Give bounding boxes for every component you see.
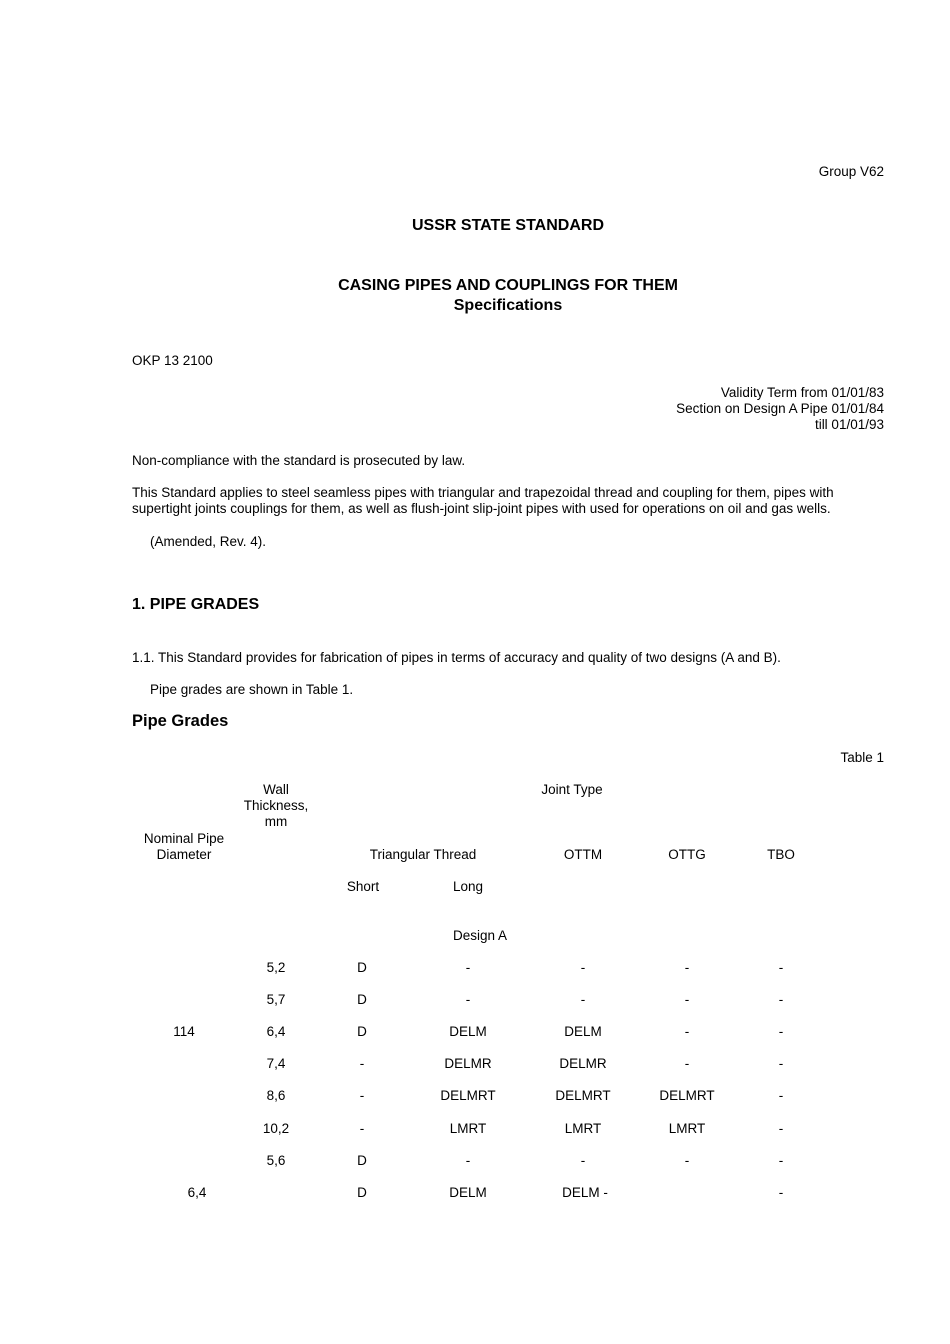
table-number: Table 1: [840, 750, 884, 765]
header-text: mm: [264, 814, 288, 829]
header-triangular-thread: Triangular Thread: [369, 847, 477, 862]
cell-wall: 10,2: [262, 1121, 290, 1136]
cell-tbo: -: [778, 992, 784, 1007]
paragraph-1-1-continuation: Pipe grades are shown in Table 1.: [150, 682, 354, 697]
cell-wall: 8,6: [266, 1088, 286, 1103]
noncompliance-note: Non-compliance with the standard is prosecuted by law.: [132, 453, 466, 468]
cell-tbo: -: [778, 1185, 784, 1200]
cell-short: D: [357, 992, 367, 1007]
cell-tbo: -: [778, 1121, 784, 1136]
cell-short: D: [357, 1185, 367, 1200]
cell-long: DELM: [449, 1024, 487, 1039]
header-ottm: OTTM: [563, 847, 603, 862]
header-nominal-diameter: [124, 831, 244, 863]
cell-wall: 5,7: [266, 992, 286, 1007]
header-joint-type: Joint Type: [541, 782, 603, 797]
cell-ottg: DELMRT: [659, 1088, 715, 1103]
validity-line: Validity Term from 01/01/83: [720, 385, 884, 400]
amendment-note: (Amended, Rev. 4).: [150, 534, 267, 549]
cell-ottg: -: [684, 1056, 690, 1071]
validity-line: till 01/01/93: [814, 417, 884, 432]
subtitle-line: Specifications: [453, 297, 563, 314]
cell-ottm: DELM: [564, 1024, 602, 1039]
cell-short: D: [357, 1153, 367, 1168]
scope-paragraph: This Standard applies to steel seamless pipes with triangular and trapezoidal thread and coupling for them, pipes with supertight joints couplings for them, as well as flush-joint slip-joint pipes with used for operations on oil and gas wells.: [132, 485, 834, 516]
cell-long: -: [465, 992, 471, 1007]
header-text: Diameter: [156, 847, 212, 862]
cell-long: DELMRT: [440, 1088, 496, 1103]
cell-tbo: -: [778, 1056, 784, 1071]
header-wall-thickness: [226, 782, 326, 830]
cell-long: -: [465, 1153, 471, 1168]
cell-ottm: DELM -: [562, 1185, 608, 1200]
cell-long: DELM: [449, 1185, 487, 1200]
cell-diameter: 6,4: [187, 1185, 207, 1200]
cell-wall: 6,4: [266, 1024, 286, 1039]
validity-block: [676, 385, 884, 433]
okp-code: OKP 13 2100: [132, 353, 213, 368]
cell-ottm: -: [580, 1153, 586, 1168]
cell-short: -: [359, 1056, 365, 1071]
cell-ottg: -: [684, 960, 690, 975]
cell-ottm: DELMRT: [555, 1088, 611, 1103]
cell-tbo: -: [778, 960, 784, 975]
cell-long: LMRT: [449, 1121, 487, 1136]
cell-long: DELMR: [444, 1056, 492, 1071]
cell-ottm: -: [580, 992, 586, 1007]
title-line: CASING PIPES AND COUPLINGS FOR THEM: [338, 277, 678, 294]
header-text: Nominal Pipe: [143, 831, 225, 846]
cell-tbo: -: [778, 1153, 784, 1168]
cell-short: -: [359, 1088, 365, 1103]
organization-heading: USSR STATE STANDARD: [412, 217, 604, 234]
section-heading: 1. PIPE GRADES: [132, 596, 260, 613]
cell-ottg: LMRT: [668, 1121, 706, 1136]
header-short: Short: [346, 879, 380, 894]
table-title: Pipe Grades: [132, 712, 229, 730]
cell-ottm: -: [580, 960, 586, 975]
cell-tbo: -: [778, 1088, 784, 1103]
header-text: Wall: [263, 782, 289, 797]
header-tbo: TBO: [767, 847, 795, 862]
cell-short: -: [359, 1121, 365, 1136]
cell-short: D: [357, 960, 367, 975]
validity-line: Section on Design A Pipe 01/01/84: [676, 401, 884, 416]
header-ottg: OTTG: [668, 847, 706, 862]
paragraph-1-1: 1.1. This Standard provides for fabrication of pipes in terms of accuracy and quality of two designs (A and B).: [132, 650, 781, 665]
header-text: Thickness,: [243, 798, 309, 813]
cell-ottg: -: [684, 992, 690, 1007]
design-label: Design A: [452, 928, 508, 943]
cell-ottg: -: [684, 1153, 690, 1168]
cell-wall: 5,2: [266, 960, 286, 975]
cell-tbo: -: [778, 1024, 784, 1039]
cell-wall: 5,6: [266, 1153, 286, 1168]
cell-long: -: [465, 960, 471, 975]
cell-ottg: -: [684, 1024, 690, 1039]
cell-wall: 7,4: [266, 1056, 286, 1071]
document-title: [0, 276, 950, 316]
group-code: Group V62: [818, 164, 884, 179]
header-long: Long: [452, 879, 484, 894]
cell-ottm: DELMR: [559, 1056, 607, 1071]
cell-short: D: [357, 1024, 367, 1039]
cell-diameter: 114: [173, 1024, 195, 1039]
cell-ottm: LMRT: [564, 1121, 602, 1136]
